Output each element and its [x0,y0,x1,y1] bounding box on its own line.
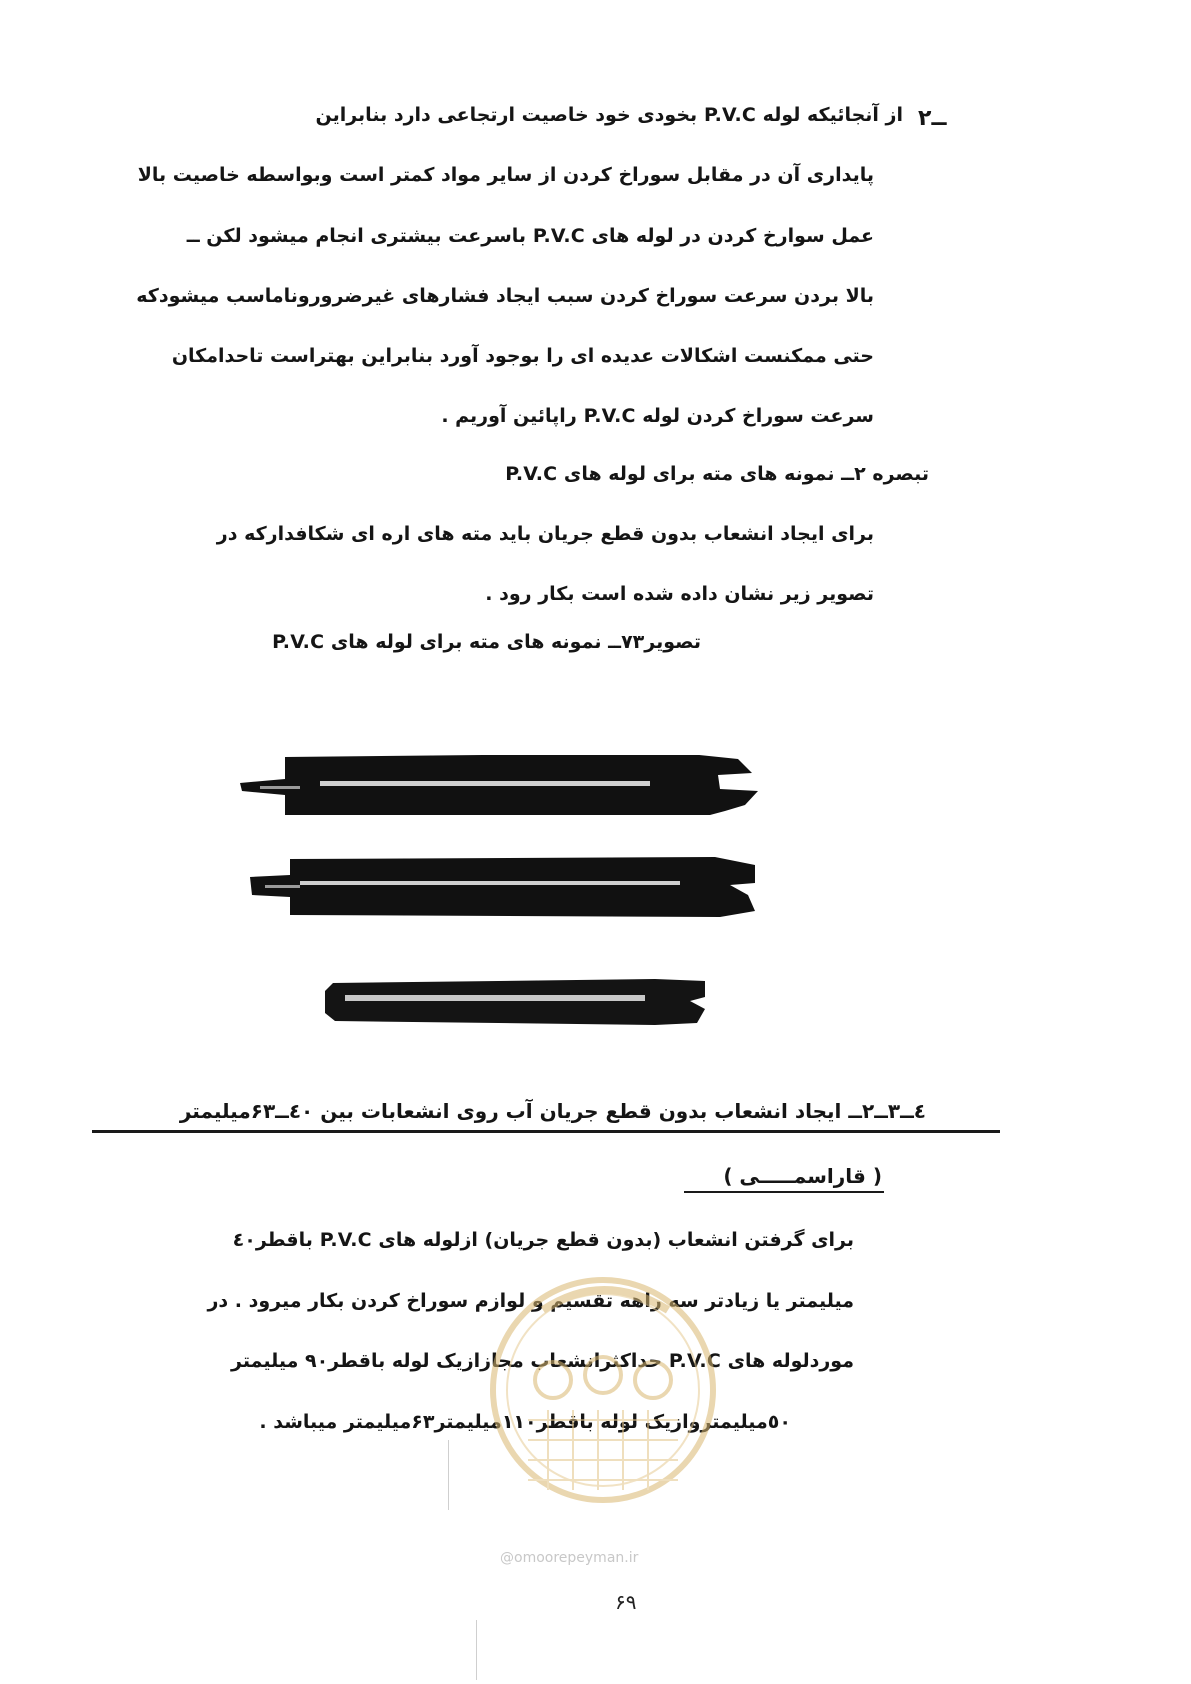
watermark-text: @omoorepeyman.ir [500,1550,639,1566]
section-number: ۲ــ [918,106,947,131]
paragraph-3-line: برای گرفتن انشعاب (بدون قطع جریان) ازلوله های P.V.C باقطر٤٠ [232,1229,854,1251]
paragraph-3-line: موردلوله های P.V.C حداکثرانشعاب مجازازیک لوله باقطر٩٠ میلیمتر [231,1350,854,1372]
paragraph-1-line: سرعت سوراخ کردن لوله P.V.C راپائین آوریم . [441,405,874,427]
drill-bit-1 [240,755,758,815]
paragraph-1-line: حتی ممکنست اشکالات عدیده ای را بوجود آورد بنابراین بهتراست تاحدامکان [171,345,874,367]
paragraph-2-line: برای ایجاد انشعاب بدون قطع جریان باید مته های اره ای شکافدارکه در [216,523,874,545]
watermark-seal-icon [488,1240,718,1540]
paragraph-1-line: از آنجائیکه لوله P.V.C بخودی خود خاصیت ارتجاعی دارد بنابراین [315,104,903,126]
page-number: ۶۹ [615,1590,637,1614]
paragraph-1-line: پایداری آن در مقابل سوراخ کردن از سایر مواد کمتر است وبواسطه خاصیت بالا [137,164,874,186]
subheading-underline [684,1191,884,1193]
paragraph-3-line: میلیمتر یا زیادتر سه راهه تقسیم و لوازم سوراخ کردن بکار میرود . در [207,1290,854,1312]
paragraph-1-line: عمل سوارخ کردن در لوله های P.V.C باسرعت بیشتری انجام میشود لکن ــ [186,225,874,247]
paragraph-3-line: ٥٠میلیمتروازیک لوله باقطر١١٠میلیمتر۶۳میلیمتر میباشد . [259,1411,791,1433]
note-title: تبصره ۲ــ نمونه های مته برای لوله های P.V.C [505,463,929,485]
paragraph-2-line: تصویر زیر نشان داده شده است بکار رود . [485,583,874,605]
figure-caption: تصویر۷۳ــ نمونه های مته برای لوله های P.V.C [272,631,701,653]
scan-mark [448,1440,449,1510]
section-heading: ٤ــ۳ــ۲ــ ایجاد انشعاب بدون قطع جریان آب روی انشعابات بین ٤٠ــ۶۳میلیمتر [179,1099,926,1123]
drill-bits-figure [240,755,840,1055]
drill-bit-2 [250,857,755,917]
paragraph-1-line: بالا بردن سرعت سوراخ کردن سبب ایجاد فشارهای غیرضروروناماسب میشودکه [136,285,874,307]
heading-underline [92,1130,1000,1133]
scan-mark [476,1620,477,1680]
drill-bit-3 [325,979,705,1025]
subheading: ( قاراسمـــــی ) [723,1164,882,1188]
